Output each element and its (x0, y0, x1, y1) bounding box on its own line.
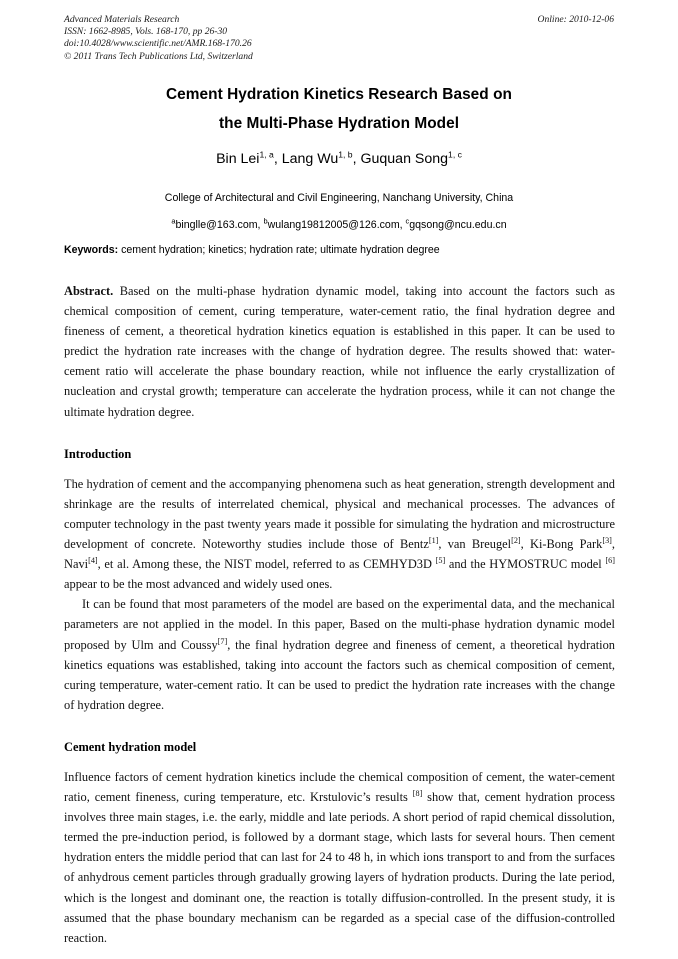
intro-p1-text-4: , Navi (64, 537, 615, 572)
email-3-marker: c (405, 216, 410, 226)
abstract-paragraph (64, 281, 615, 422)
citation-5: [5] (435, 556, 446, 565)
journal-header-top-row (64, 14, 614, 26)
author-emails (64, 218, 614, 232)
abstract-text: Based on the multi-phase hydration dynamic model, taking into account the factors such as chemical composition of cement, curing temperature, water-cement ratio, the final hydration degree and fineness of cement, a theoretical hydration kinetics equation is established in this paper. It can be used to predict the hydration rate increases with the change of hydration degree. The results showed that: water-cement ratio will accelerate the phase boundary reaction, while not influence the early crystallization of nucleation and crystal growth; temperature can accelerate the hydration process, while it can not change the ultimate hydration degree. (64, 284, 615, 419)
citation-3: [3] (602, 535, 612, 545)
author-1-affiliation-marker: 1, a (259, 149, 274, 160)
email-1-marker: a (171, 216, 176, 226)
chm-text-1: Influence factors of cement hydration kinetics include the chemical composition of cement, the water-cement ratio, cement fineness, curing temperature, etc. Krstulovic’s results (64, 769, 615, 805)
author-2-name: Lang Wu (281, 151, 339, 167)
journal-issn-line: ISSN: 1662-8985, Vols. 168-170, pp 26-30 (64, 26, 228, 38)
paper-title-line-1: Cement Hydration Kinetics Research Based on (166, 86, 512, 103)
title-block (64, 80, 614, 232)
keywords-line (64, 243, 616, 257)
author-3-name: Guquan Song (360, 151, 449, 167)
email-2: wulang19812005@126.com, (267, 219, 406, 231)
journal-header (64, 14, 614, 63)
paper-title-line-2: the Multi-Phase Hydration Model (218, 115, 460, 132)
affiliation: College of Architectural and Civil Engineering, Nanchang University, China (164, 192, 514, 204)
intro-p1-text-3: , Ki-Bong Park (520, 537, 603, 552)
paper-body (64, 281, 615, 948)
spacer-after-cement-hydration-model-heading (64, 757, 615, 767)
online-date: Online: 2010-12-06 (537, 14, 614, 25)
email-2-marker: b (263, 216, 268, 226)
section-heading-introduction: Introduction (64, 446, 132, 461)
journal-doi-line: doi:10.4028/www.scientific.net/AMR.168-170.26 (64, 38, 252, 50)
author-3-affiliation-marker: 1, c (448, 149, 462, 160)
author-separator-1: , (273, 151, 282, 167)
citation-4: [4] (88, 556, 98, 565)
journal-copyright-line: © 2011 Trans Tech Publications Ltd, Switzerland (64, 50, 253, 62)
keywords-label: Keywords: (64, 244, 119, 256)
intro-p2-text-2: , the final hydration degree and fineness of cement, a theoretical hydration kinetics equations was established, taking into account the factors such as chemical composition of cement, curing temperature, water-cement ratio. It can be used to predict the hydration rate increases with the change of hydration degree. (64, 637, 615, 712)
intro-p1-text-5: , et al. Among these, the NIST model, referred to as CEMHYD3D (97, 557, 436, 572)
section-heading-cement-hydration-model: Cement hydration model (64, 739, 197, 754)
citation-2: [2] (511, 535, 521, 545)
journal-name: Advanced Materials Research (64, 14, 180, 25)
abstract-label: Abstract. (64, 284, 114, 298)
spacer-before-introduction (64, 422, 615, 444)
intro-p1-text-7: appear to be the most advanced and widely used ones. (64, 577, 333, 592)
spacer-after-introduction-heading (64, 464, 615, 474)
author-1-name: Bin Lei (216, 151, 260, 167)
introduction-paragraph-2 (64, 594, 615, 715)
citation-7: [7] (217, 636, 228, 646)
intro-p1-text-1: The hydration of cement and the accompanying phenomena such as heat generation, strength development and shrinkage are the results of interrelated chemical, physical and mechanical processes. The advances of computer technology in the past twenty years made it possible for simulating the hydration and microstructure development of concrete. Noteworthy studies include those of Bentz (64, 476, 615, 552)
email-1: binglle@163.com, (175, 219, 264, 231)
intro-p1-text-2: , van Breugel (438, 537, 512, 552)
intro-p1-text-6: and the HYMOSTRUC model (445, 557, 606, 572)
intro-p2-text-1: It can be found that most parameters of the model are based on the experimental data, and the mechanical parameters are not applied in the model. In this paper, Based on the multi-phase hydration dynamic model proposed by Ulm and Coussy (64, 597, 615, 652)
chm-text-2: show that, cement hydration process involves three main stages, i.e. the early, middle and late periods. A short period of rapid chemical dissolution, termed the pre-induction period, is followed by a dormant stage, which lasts for several hours. Then cement hydration enters the middle period that can last for 24 to 48 h, in which ions transport to and from the surfaces of anhydrous cement particles through gradually growing layers of hydration products. During the late period, which is the longest and dominant one, the reaction is totally diffusion-controlled. In the present study, it is assumed that the phase boundary mechanism can be regarded as a special case of the diffusion-controlled reaction. (64, 790, 615, 945)
cement-hydration-model-paragraph (64, 767, 615, 948)
citation-8: [8] (412, 788, 423, 798)
author-separator-2: , (352, 151, 361, 167)
introduction-paragraph-1 (64, 474, 615, 595)
author-list (64, 150, 614, 168)
citation-1: [1] (428, 535, 439, 545)
email-3: gqsong@ncu.edu.cn (409, 219, 507, 231)
author-2-affiliation-marker: 1, b (338, 149, 353, 160)
keywords-value: cement hydration; kinetics; hydration rate; ultimate hydration degree (118, 244, 440, 256)
citation-6: [6] (605, 556, 615, 565)
spacer-before-cement-hydration-model (64, 715, 615, 737)
